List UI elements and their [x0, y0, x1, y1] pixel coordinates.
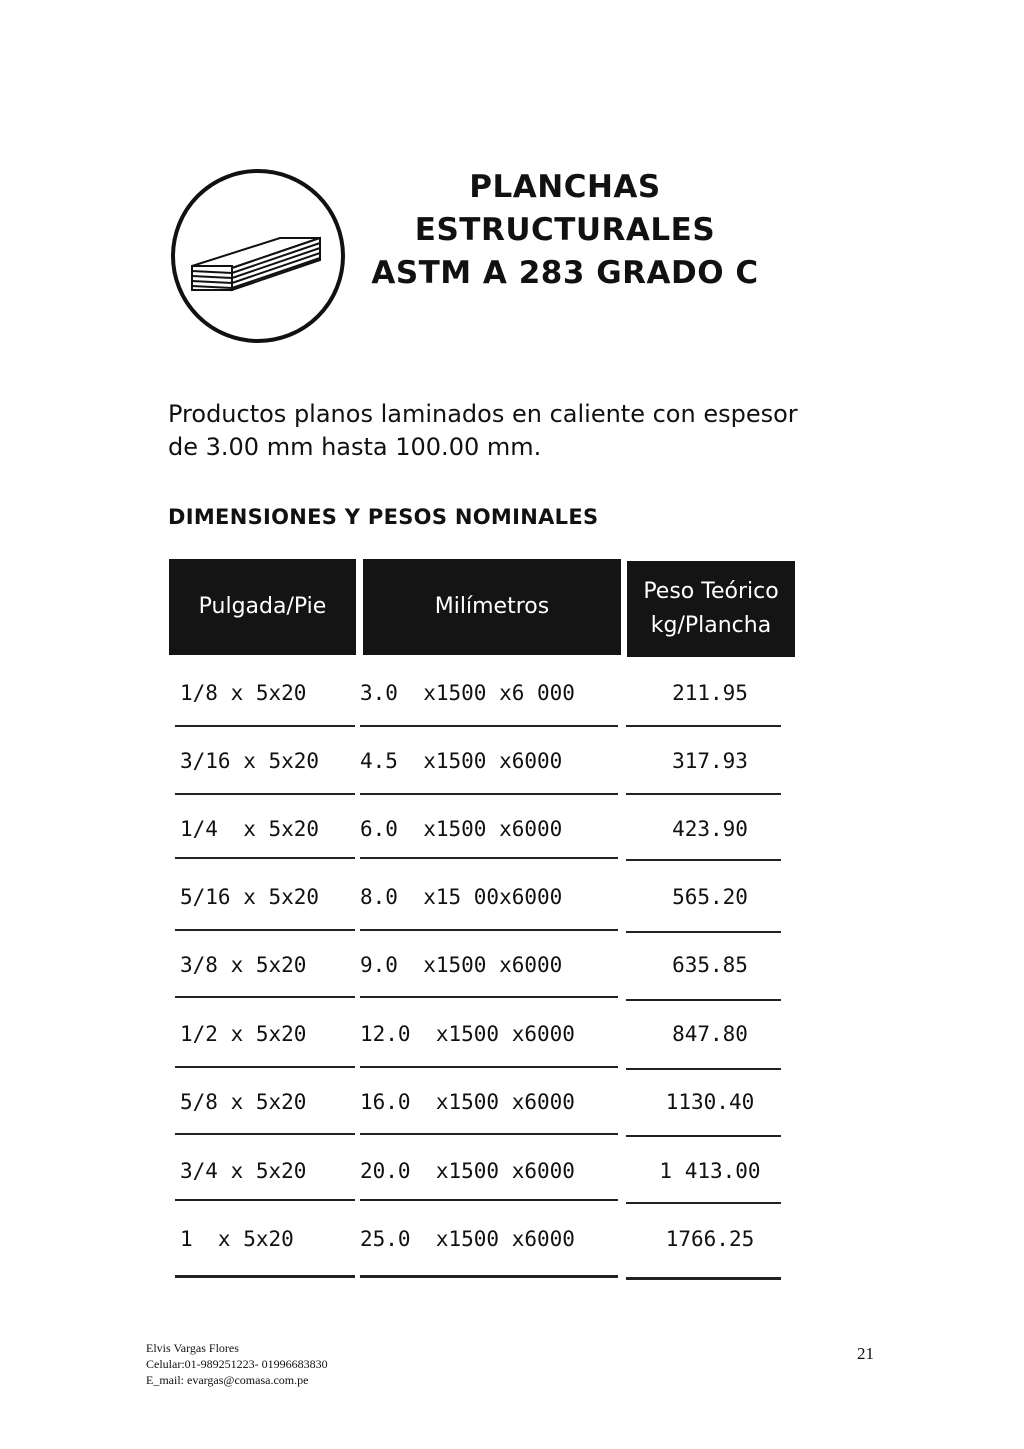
header-weight-line-1: Peso Teórico [643, 579, 779, 604]
row-rule [626, 1277, 781, 1280]
row-rule [626, 793, 781, 795]
cell-inch: 1 x 5x20 [180, 1227, 294, 1251]
row-rule [360, 996, 618, 998]
title-line-1: PLANCHAS [469, 169, 661, 205]
cell-inch: 1/8 x 5x20 [180, 681, 307, 705]
cell-weight: 847.80 [672, 1022, 748, 1046]
header-weight [627, 561, 795, 657]
row-rule [360, 725, 618, 727]
table-row [0, 1088, 1024, 1156]
row-rule [175, 1066, 355, 1068]
cell-weight: 211.95 [672, 681, 748, 705]
header-weight-line-2: kg/Plancha [650, 613, 772, 638]
cell-mm: 8.0 x15 00x6000 [360, 885, 563, 909]
row-rule [175, 1133, 355, 1135]
cell-weight: 1130.40 [665, 1090, 755, 1114]
row-rule [175, 996, 355, 998]
title-line-2: ESTRUCTURALES [414, 212, 716, 248]
cell-weight: 1 413.00 [659, 1159, 761, 1183]
row-rule [360, 793, 618, 795]
header-mm [363, 559, 621, 655]
cell-inch: 3/16 x 5x20 [180, 749, 320, 773]
row-rule [175, 857, 355, 859]
intro-paragraph: Productos planos laminados en caliente con espesor de 3.00 mm hasta 100.00 mm. [168, 400, 798, 461]
row-rule [360, 929, 618, 931]
cell-mm: 20.0 x1500 x6000 [360, 1159, 575, 1183]
table-row [0, 1020, 1024, 1088]
row-rule [626, 1068, 781, 1070]
row-rule [360, 1066, 618, 1068]
cell-weight: 317.93 [672, 749, 748, 773]
row-rule [360, 1133, 618, 1135]
cell-mm: 4.5 x1500 x6000 [360, 749, 563, 773]
cell-inch: 1/4 x 5x20 [180, 817, 320, 841]
row-rule [626, 1135, 781, 1137]
cell-inch: 1/2 x 5x20 [180, 1022, 307, 1046]
row-rule [175, 1199, 355, 1201]
table-row [0, 1157, 1024, 1225]
cell-weight: 635.85 [672, 953, 748, 977]
row-rule [626, 725, 781, 727]
header-inch [169, 559, 356, 655]
cell-mm: 16.0 x1500 x6000 [360, 1090, 575, 1114]
footer-email: E_mail: evargas@comasa.com.pe [146, 1373, 309, 1387]
title-line-3: ASTM A 283 GRADO C [371, 255, 759, 291]
row-rule [360, 1275, 618, 1278]
cell-mm: 3.0 x1500 x6 000 [360, 681, 575, 705]
row-rule [626, 1202, 781, 1204]
table-row [0, 883, 1024, 951]
document-title [360, 166, 770, 295]
row-rule [175, 725, 355, 727]
table-row [0, 679, 1024, 747]
table-row [0, 815, 1024, 883]
table-row [0, 747, 1024, 815]
cell-weight: 1766.25 [665, 1227, 755, 1251]
header-mm-label: Milímetros [434, 594, 550, 619]
table-row [0, 951, 1024, 1019]
row-rule [175, 1275, 355, 1278]
table-row [0, 1225, 1024, 1293]
row-rule [626, 999, 781, 1001]
row-rule [626, 931, 781, 933]
footer-phone: Celular:01-989251223- 01996683830 [146, 1357, 328, 1371]
cell-inch: 5/16 x 5x20 [180, 885, 320, 909]
cell-mm: 9.0 x1500 x6000 [360, 953, 563, 977]
cell-mm: 25.0 x1500 x6000 [360, 1227, 575, 1251]
row-rule [175, 793, 355, 795]
row-rule [626, 859, 781, 861]
cell-inch: 5/8 x 5x20 [180, 1090, 307, 1114]
row-rule [360, 1199, 618, 1201]
cell-weight: 565.20 [672, 885, 748, 909]
cell-weight: 423.90 [672, 817, 748, 841]
row-rule [360, 857, 618, 859]
cell-mm: 12.0 x1500 x6000 [360, 1022, 575, 1046]
page-number: 21 [857, 1344, 874, 1363]
section-heading: DIMENSIONES Y PESOS NOMINALES [168, 505, 599, 529]
row-rule [175, 929, 355, 931]
footer-contact [146, 1340, 328, 1388]
header-inch-label: Pulgada/Pie [198, 594, 327, 619]
footer-name: Elvis Vargas Flores [146, 1341, 239, 1355]
cell-mm: 6.0 x1500 x6000 [360, 817, 563, 841]
cell-inch: 3/4 x 5x20 [180, 1159, 307, 1183]
steel-plates-logo [170, 168, 346, 344]
cell-inch: 3/8 x 5x20 [180, 953, 307, 977]
